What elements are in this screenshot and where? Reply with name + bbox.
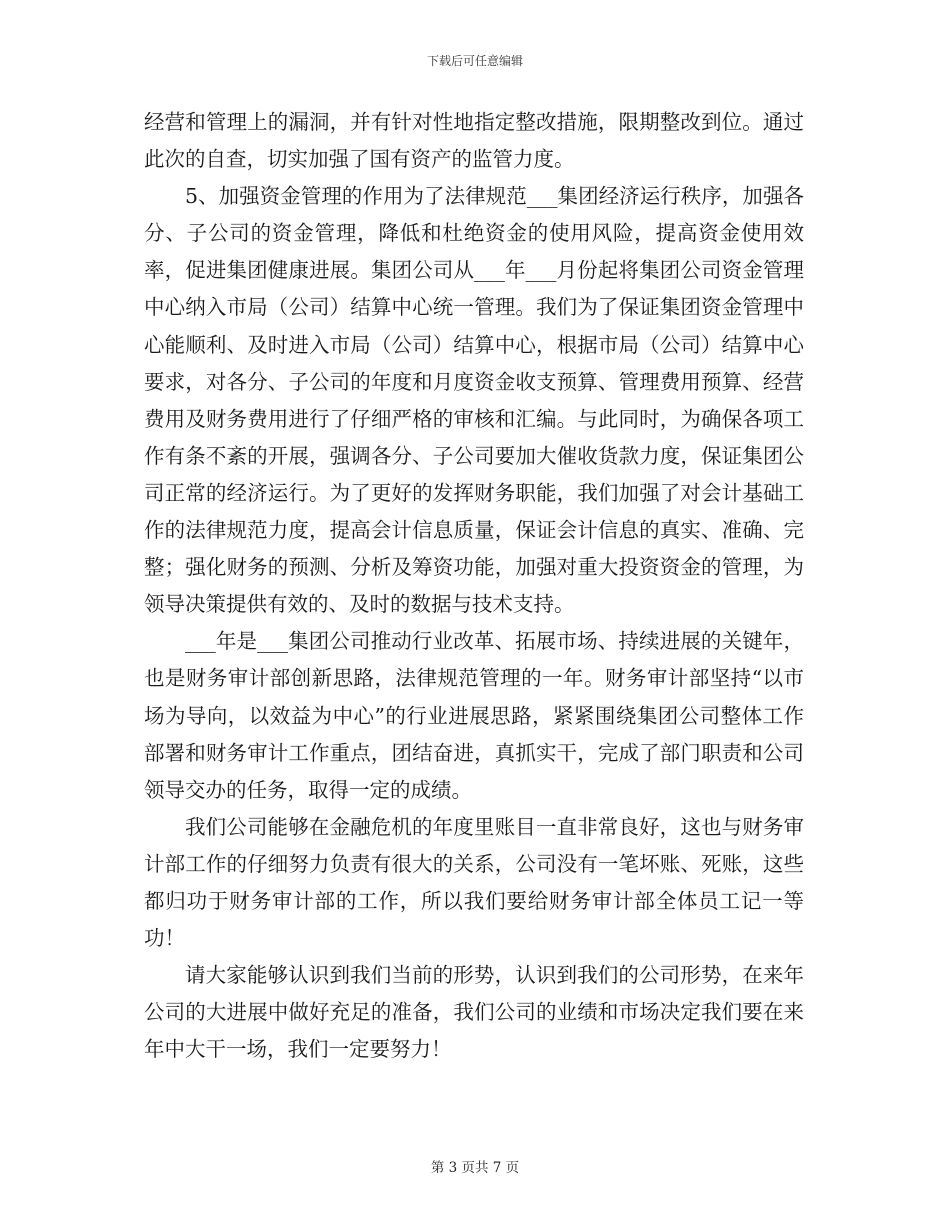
paragraph-audit-praise: 我们公司能够在金融危机的年度里账目一直非常良好，这也与财务审计部工作的仔细努力负责有很大的关系，公司没有一笔坏账、死账，这些都归功于财务审计部的工作，所以我们要给财务审计部全体员工记一等功！	[144, 814, 804, 951]
paragraph-annual-summary: ___年是___集团公司推动行业改革、拓展市场、持续进展的关键年，也是财务审计部创新思路，法律规范管理的一年。财务审计部坚持“以市场为导向，以效益为中心”的行业进展思路，紧紧围绕集团公司整体工作部署和财务审计工作重点，团结奋进，真抓实干，完成了部门职责和公司领导交办的任务，取得一定的成绩。	[144, 629, 804, 802]
paragraph-closing-call: 请大家能够认识到我们当前的形势，认识到我们的公司形势，在来年公司的大进展中做好充足的准备，我们公司的业绩和市场决定我们要在来年中大干一场，我们一定要努力！	[144, 963, 804, 1062]
page-header-note: 下载后可任意编辑	[426, 54, 523, 68]
paragraph-continuation: 经营和管理上的漏洞，并有针对性地指定整改措施，限期整改到位。通过此次的自查，切实加强了国有资产的监管力度。	[144, 110, 804, 172]
paragraph-fund-management: 5、加强资金管理的作用为了法律规范___集团经济运行秩序，加强各分、子公司的资金管理，降低和杜绝资金的使用风险，提高资金使用效率，促进集团健康进展。集团公司从___年___月份起将集团公司资金管理中心纳入市局（公司）结算中心统一管理。我们为了保证集团资金管理中心能顺利、及时进入市局（公司）结算中心，根据市局（公司）结算中心要求，对各分、子公司的年度和月度资金收支预算、管理费用预算、经营费用及财务费用进行了仔细严格的审核和汇编。与此同时，为确保各项工作有条不紊的开展，强调各分、子公司要加大催收货款力度，保证集团公司正常的经济运行。为了更好的发挥财务职能，我们加强了对会计基础工作的法律规范力度，提高会计信息质量，保证会计信息的真实、准确、完整；强化财务的预测、分析及筹资功能，加强对重大投资资金的管理，为领导决策提供有效的、及时的数据与技术支持。	[144, 184, 804, 617]
document-body	[144, 104, 804, 1068]
page-number: 第 3 页共 7 页	[430, 1160, 520, 1176]
